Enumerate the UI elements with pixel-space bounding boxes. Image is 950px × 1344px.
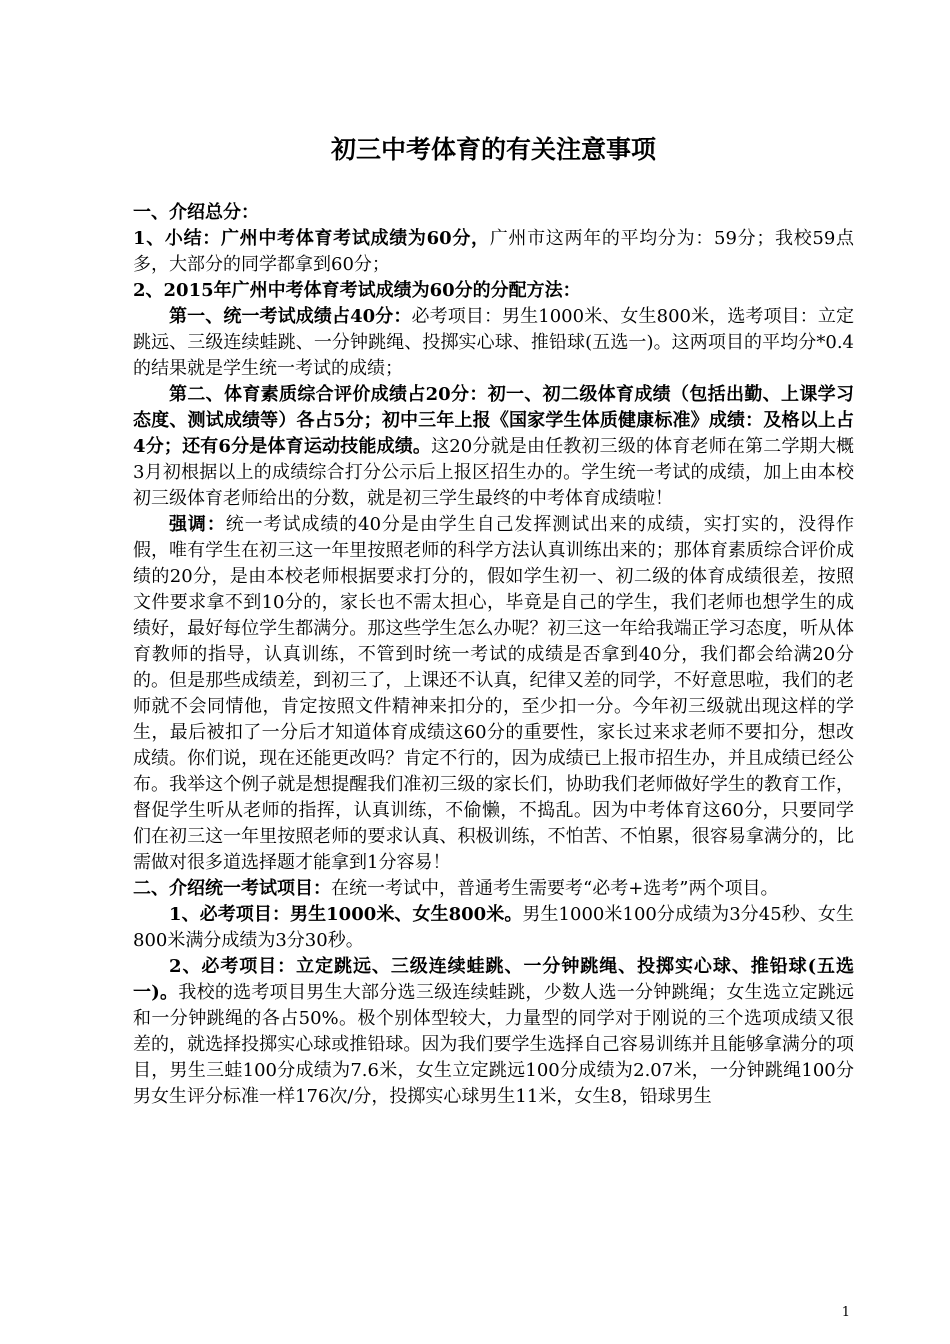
text-run: 广州市这两年的平均分为：59分；我校59点多，大部分的同学都拿到60分；: [133, 228, 854, 275]
paragraph: [133, 954, 854, 1110]
bold-text-run: 1、小结：广州中考体育考试成绩为60分，: [133, 228, 490, 249]
paragraph: [133, 382, 854, 512]
document-title: 初三中考体育的有关注意事项: [330, 135, 656, 164]
text-run: 在统一考试中，普通考生需要考“必考+选考”两个项目。: [331, 878, 779, 899]
text-run: 男生1000米100分成绩为3分45秒、女生800米满分成绩为3分30秒。: [133, 904, 854, 951]
text-run: 统一考试成绩的40分是由学生自己发挥测试出来的成绩，实打实的，没得作假，唯有学生在初三这一年里按照老师的科学方法认真训练出来的；那体育素质综合评价成绩的20分，是由本校老师根据要求打分的，假如学生初一、初二级的体育成绩很差，按照文件要求拿不到10分的，家长也不需太担心，毕竟是自己的学生，我们老师也想学生的成绩好，最好每位学生都满分。那这些学生怎么办呢？初三这一年给我端正学习态度，听从体育教师的指导，认真训练，不管到时统一考试的成绩是否拿到40分，我们都会给满20分的。但是那些成绩差，到初三了，上课还不认真，纪律又差的同学，不好意思啦，我们的老师就不会同情他，肯定按照文件精神来扣分的，至少扣一分。今年初三级就出现这样的学生，最后被扣了一分后才知道体育成绩这60分的重要性，家长过来求老师不要扣分，想改成绩。你们说，现在还能更改吗？肯定不行的，因为成绩已上报市招生办，并且成绩已经公布。我举这个例子就是想提醒我们准初三级的家长们，协助我们老师做好学生的教育工作，督促学生听从老师的指挥，认真训练，不偷懒，不捣乱。因为中考体育这60分，只要同学们在初三这一年里按照老师的要求认真、积极训练，不怕苦、不怕累，很容易拿满分的，比需做对很多道选择题才能拿到1分容易！: [133, 514, 855, 873]
bold-text-run: 二、介绍统一考试项目：: [133, 878, 331, 899]
text-run: 我校的选考项目男生大部分选三级连续蛙跳，少数人选一分钟跳绳；女生选立定跳远和一分钟跳绳的各占50%。极个别体型较大，力量型的同学对于刚说的三个选项成绩又很差的，就选择投掷实心球或推铅球。因为我们要学生选择自己容易训练并且能够拿满分的项目，男生三蛙100分成绩为7.6米，女生立定跳远100分成绩为2.07米，一分钟跳绳100分男女生评分标准一样176次/分，投掷实心球男生11米，女生8，铅球男生: [133, 982, 854, 1107]
bold-text-run: 2、2015年广州中考体育考试成绩为60分的分配方法：: [133, 280, 581, 301]
paragraph: [133, 200, 854, 226]
paragraph: [133, 876, 854, 902]
paragraph: [133, 278, 854, 304]
paragraph: [133, 304, 854, 382]
text-run: 必考项目：男生1000米、女生800米，选考项目：立定跳远、三级连续蛙跳、一分钟跳绳、投掷实心球、推铅球(五选一)。这两项目的平均分*0.4的结果就是学生统一考试的成绩；: [133, 306, 854, 379]
paragraph: [133, 512, 854, 876]
bold-text-run: 一、介绍总分：: [133, 202, 259, 223]
paragraph: [133, 902, 854, 954]
bold-text-run: 强调：: [169, 514, 226, 535]
bold-text-run: 2、必考项目：立定跳远、三级连续蛙跳、一分钟跳绳、投掷实心球、推铅球(五选一)。: [133, 956, 854, 1003]
paragraph: [133, 226, 854, 278]
page-number: 1: [841, 1305, 850, 1320]
text-run: 这20分就是由任教初三级的体育老师在第二学期大概3月初根据以上的成绩综合打分公示后上报区招生办的。学生统一考试的成绩，加上由本校初三级体育老师给出的分数，就是初三学生最终的中考体育成绩啦！: [133, 436, 854, 509]
bold-text-run: 1、必考项目：男生1000米、女生800米。: [169, 904, 523, 925]
document-body: [133, 200, 854, 1110]
bold-text-run: 第二、体育素质综合评价成绩占20分：初一、初二级体育成绩（包括出勤、上课学习态度、测试成绩等）各占5分；初中三年上报《国家学生体质健康标准》成绩：及格以上占4分；还有6分是体育运动技能成绩。: [133, 384, 854, 457]
bold-text-run: 第一、统一考试成绩占40分：: [169, 306, 412, 327]
